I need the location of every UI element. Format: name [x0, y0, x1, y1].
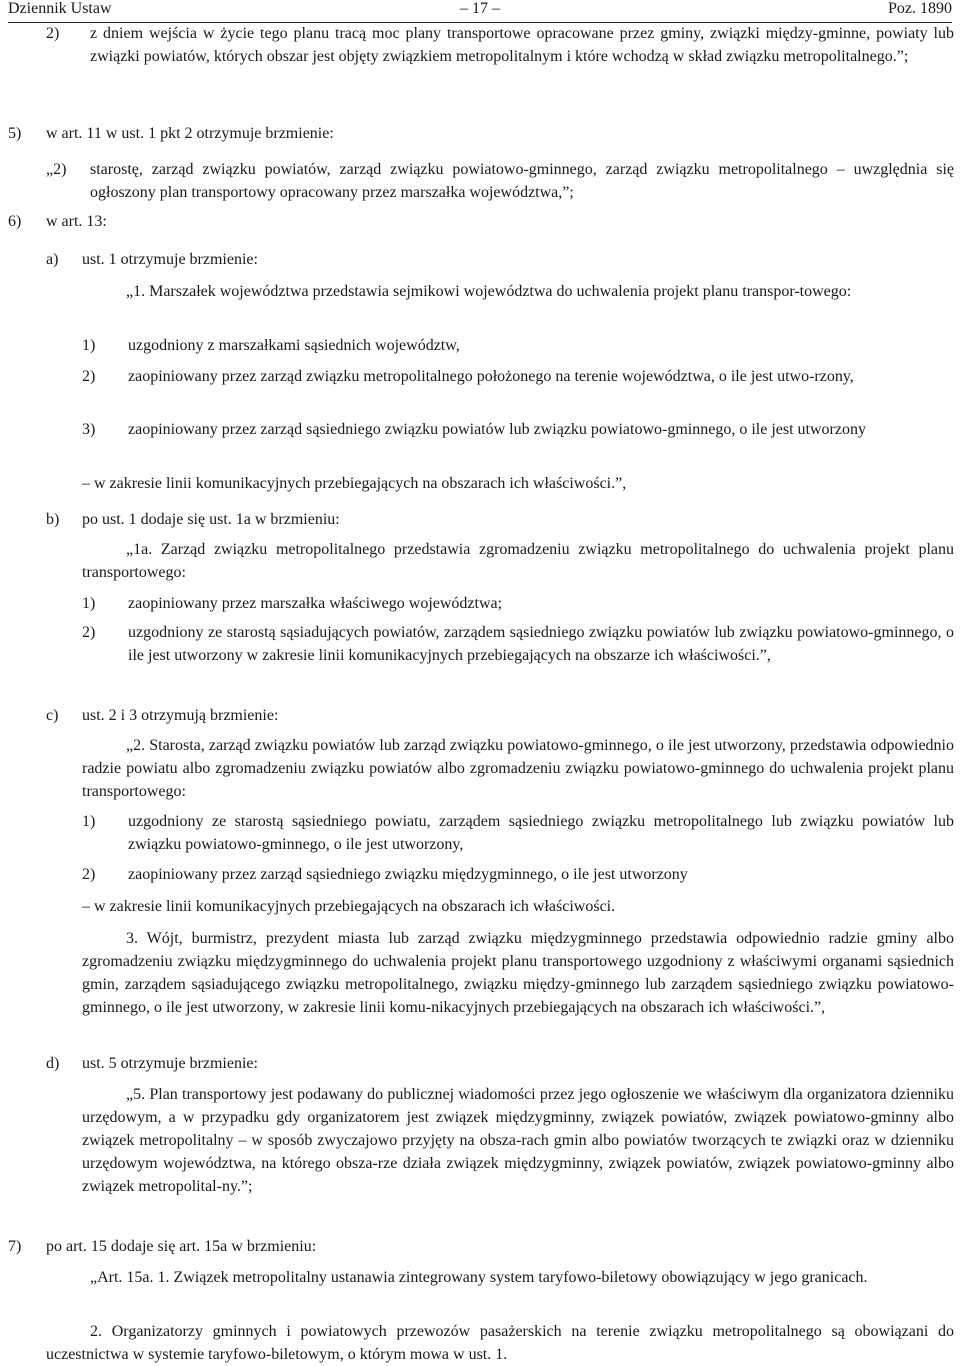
item-7-quote-paragraph-2: 2. Organizatorzy gminnych i powiatowych przewozów pasażerskich na terenie związku metropolitalnego są obowiązani do uczestnictwa w systemie taryfowo-biletowym, o którym mowa w ust. 1.	[46, 1323, 954, 1363]
item-a-text: ust. 1 otrzymuje brzmienie:	[82, 251, 258, 268]
item-a-quote: „1. Marszałek województwa przedstawia sejmikowi województwa do uchwalenia projekt planu transpor-towego:	[126, 283, 852, 300]
item-c-tail: – w zakresie linii komunikacyjnych przebiegających na obszarach ich właściwości.	[82, 898, 616, 915]
item-2-number: 2)	[46, 25, 60, 42]
journal-title: Dziennik Ustaw	[8, 0, 112, 17]
item-b2-text: uzgodniony ze starostą sąsiadujących powiatów, zarządem sąsiedniego związku powiatów lub związku powiatowo-gminnego, o ile jest utworzony w zakresie linii komunikacyjnych przebiegających na obszarze ich właściwości.”,	[128, 624, 954, 664]
item-b2-number: 2)	[82, 624, 96, 641]
item-a2-text: zaopiniowany przez zarząd związku metropolitalnego położonego na terenie województwa, o ile jest utwo-rzony,	[128, 368, 854, 385]
item-6-text: w art. 13:	[46, 213, 107, 230]
item-b-text: po ust. 1 dodaje się ust. 1a w brzmieniu:	[82, 511, 340, 528]
item-a2-number: 2)	[82, 368, 96, 385]
item-c1-number: 1)	[82, 813, 96, 830]
item-b1-number: 1)	[82, 595, 96, 612]
item-d-text: ust. 5 otrzymuje brzmienie:	[82, 1055, 258, 1072]
item-c-letter: c)	[46, 707, 59, 724]
item-7-text: po art. 15 dodaje się art. 15a w brzmieniu:	[46, 1238, 317, 1255]
item-c-text: ust. 2 i 3 otrzymują brzmienie:	[82, 707, 279, 724]
item-7-number: 7)	[8, 1238, 22, 1255]
item-b1-text: zaopiniowany przez marszałka właściwego województwa;	[128, 595, 503, 612]
item-b-quote: „1a. Zarząd związku metropolitalnego przedstawia zgromadzeniu związku metropolitalnego do uchwalenia projekt planu transportowego:	[82, 541, 954, 581]
item-5-quote-text: starostę, zarząd związku powiatów, zarząd związku powiatowo-gminnego, zarząd związku metropolitalnego – uwzględnia się ogłoszony plan transportowy opracowany przez marszałka województwa,”;	[90, 161, 954, 201]
item-7-quote-paragraph-1: „Art. 15a. 1. Związek metropolitalny ustanawia zintegrowany system taryfowo-biletowy obowiązujący w jego granicach.	[90, 1269, 868, 1286]
item-2-text: z dniem wejścia w życie tego planu tracą moc plany transportowe opracowane przez gminy, związki między-gminne, powiaty lub związki powiatów, których obszar jest objęty związkiem metropolitalnym i które wchodzą w skład związku metropolitalnego.”;	[90, 25, 954, 65]
item-c1-text: uzgodniony ze starostą sąsiedniego powiatu, zarządem sąsiedniego związku metropolitalnego lub związku powiatów lub związku powiatowo-gminnego, o ile jest utworzony,	[128, 813, 954, 853]
item-b-letter: b)	[46, 511, 60, 528]
item-c2-text: zaopiniowany przez zarząd sąsiedniego związku międzygminnego, o ile jest utworzony	[128, 866, 688, 883]
item-a3-number: 3)	[82, 421, 96, 438]
page-number: – 17 –	[460, 0, 500, 17]
item-5-number: 5)	[8, 125, 22, 142]
position-number: Poz. 1890	[888, 0, 952, 17]
item-5-text: w art. 11 w ust. 1 pkt 2 otrzymuje brzmienie:	[46, 125, 334, 142]
item-5-quote-number: „2)	[46, 161, 67, 178]
page-header	[8, 0, 952, 23]
item-c-quote: „2. Starosta, zarząd związku powiatów lub zarząd związku powiatowo-gminnego, o ile jest utworzony, przedstawia odpowiednio radzie powiatu albo zgromadzeniu związku powiatów albo zgromadzeniu związku powiatowo-gminnego do uchwalenia projekt planu transportowego:	[82, 737, 954, 800]
item-a-letter: a)	[46, 251, 59, 268]
item-6-number: 6)	[8, 213, 22, 230]
item-a1-text: uzgodniony z marszałkami sąsiednich województw,	[128, 337, 460, 354]
item-a-tail: – w zakresie linii komunikacyjnych przebiegających na obszarach ich właściwości.”,	[82, 475, 627, 492]
item-a3-text: zaopiniowany przez zarząd sąsiedniego związku powiatów lub związku powiatowo-gminnego, o ile jest utworzony	[128, 421, 866, 438]
item-c2-number: 2)	[82, 866, 96, 883]
item-d-quote: „5. Plan transportowy jest podawany do publicznej wiadomości przez jego ogłoszenie we właściwym dla organizatora dzienniku urzędowym, a w przypadku gdy organizatorem jest związek międzygminny, związek powiatów, związek powiatowo-gminny albo związek metropolitalny – w sposób zwyczajowo przyjęty na obsza-rach gmin albo powiatów tworzących te związki oraz w dzienniku urzędowym województwa, na którego obsza-rze działa związek międzygminny, związek powiatów, związek powiatowo-gminny albo związek metropolital-ny.”;	[82, 1086, 954, 1195]
item-a1-number: 1)	[82, 337, 96, 354]
item-d-letter: d)	[46, 1055, 60, 1072]
item-c3-paragraph: 3. Wójt, burmistrz, prezydent miasta lub zarząd związku międzygminnego przedstawia odpowiednio radzie gminy albo zgromadzeniu związku międzygminnego do uchwalenia projekt planu transportowego uzgodniony z właściwymi organami sąsiednich gmin, zarządem sąsiadującego związku metropolitalnego, związku między-gminnego lub zarządem sąsiedniego związku powiatowo-gminnego, o ile jest utworzony, w zakresie linii komu-nikacyjnych przebiegających na obszarach ich właściwości.”,	[82, 930, 954, 1016]
